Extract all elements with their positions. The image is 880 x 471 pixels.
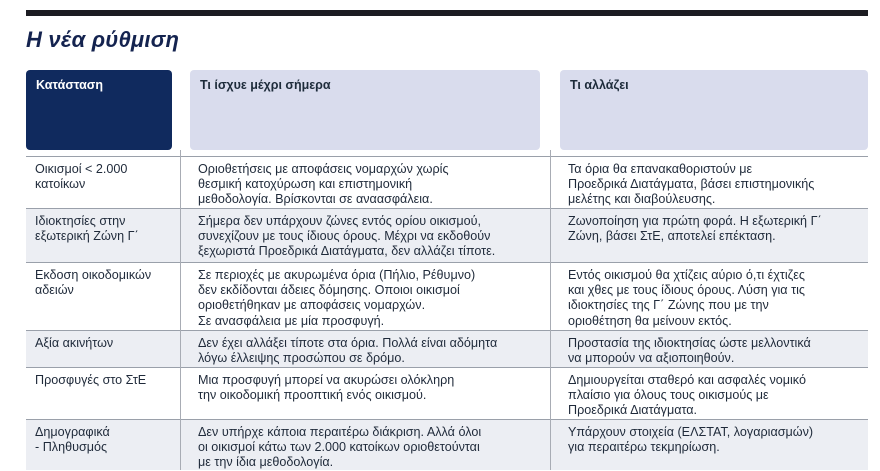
table-row [26,330,868,367]
table-row [26,208,868,262]
row-change: Ζωνοποίηση για πρώτη φορά. Η εξωτερική Γ΄ Ζώνη, βάσει ΣτΕ, αποτελεί επέκταση. [568,214,822,244]
row-change: Δημιουργείται σταθερό και ασφαλές νομικό πλαίσιο για όλους τους οικισμούς με Προεδρικά Διατάγματα. [568,373,806,418]
row-current: Οριοθετήσεις με αποφάσεις νομαρχών χωρίς θεσμική κατοχύρωση και επιστημονική μεθοδολογία. Βρίσκονται σε αναασφάλεια. [198,162,449,207]
row-status: Αξία ακινήτων [35,336,114,350]
row-current: Σε περιοχές με ακυρωμένα όρια (Πήλιο, Ρέθυμνο) δεν εκδίδονται άδειες δόμησης. Οποιοι οικισμοί οριοθετήθηκαν με αποφάσεις νομαρχών. Σε ανασφάλεια με μία προσφυγή. [198,268,476,328]
header-current: Τι ίσχυε μέχρι σήμερα [190,70,540,150]
table-row [26,262,868,330]
row-status: Προσφυγές στο ΣτΕ [35,373,147,387]
row-current: Δεν έχει αλλάξει τίποτε στα όρια. Πολλά είναι αδόμητα λόγω έλλειψης προσώπου σε δρόμο. [198,336,498,366]
header-change: Τι αλλάζει [560,70,868,150]
column-divider [550,150,551,470]
row-change: Τα όρια θα επανακαθοριστούν με Προεδρικά Διατάγματα, βάσει επιστημονικής μελέτης και διαβούλευσης. [568,162,815,207]
row-status: Οικισμοί < 2.000 κατοίκων [35,162,128,192]
row-change: Εντός οικισμού θα χτίζεις αύριο ό,τι έχτιζες και χθες με τους ίδιους όρους. Λύση για τις ιδιοκτησίες της Γ΄ Ζώνης που με την οριοθέτηση θα μείνουν εκτός. [568,268,805,328]
row-change: Προστασία της ιδιοκτησίας ώστε μελλοντικά να μπορούν να αξιοποιηθούν. [568,336,811,366]
table-row [26,419,868,470]
row-status: Δημογραφικά - Πληθυσμός [35,425,110,455]
row-status: Ιδιοκτησίες στην εξωτερική Ζώνη Γ΄ [35,214,139,244]
table-row [26,367,868,419]
row-change: Υπάρχουν στοιχεία (ΕΛΣΤΑΤ, λογαριασμών) για περαιτέρω τεκμηρίωση. [568,425,814,455]
table-row [26,156,868,208]
row-current: Δεν υπήρχε κάποια περαιτέρω διάκριση. Αλλά όλοι οι οικισμοί κάτω των 2.000 κατοίκων οριοθετούνται με την ίδια μεθοδολογία. [198,425,482,470]
top-rule [26,10,868,16]
header-status: Κατάσταση [26,70,172,150]
page-title: Η νέα ρύθμιση [26,27,180,52]
row-status: Εκδοση οικοδομικών αδειών [35,268,152,298]
row-current: Μια προσφυγή μπορεί να ακυρώσει ολόκληρη την οικοδομική προοπτική ενός οικισμού. [198,373,455,403]
column-divider [180,150,181,470]
row-current: Σήμερα δεν υπάρχουν ζώνες εντός ορίου οικισμού, συνεχίζουν με τους ίδιους όρους. Μέχρι να εκδοθούν ξεχωριστά Προεδρικά Διατάγματα, δεν αλλάζει τίποτε. [198,214,496,259]
